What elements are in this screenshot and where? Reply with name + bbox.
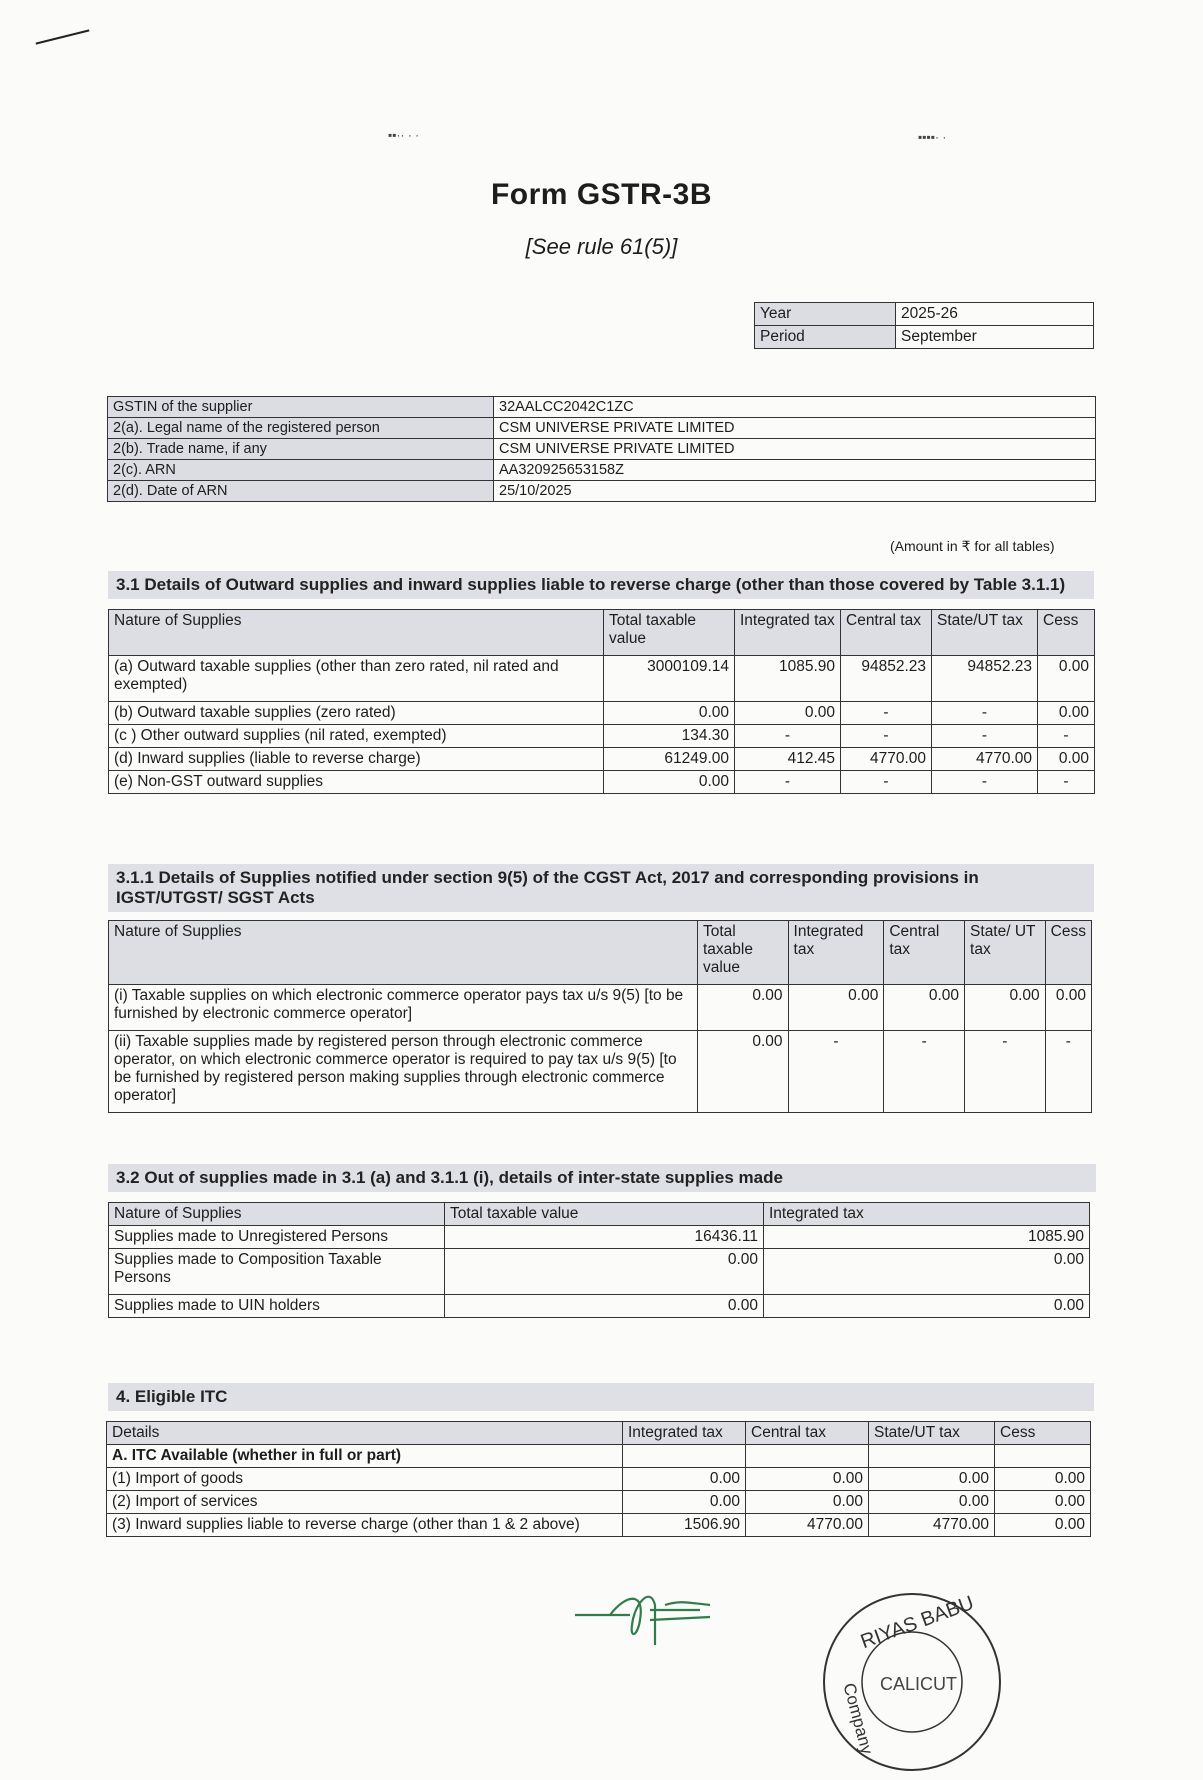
supplier-value: 32AALCC2042C1ZC <box>494 397 1096 418</box>
cell-value: 0.00 <box>884 985 965 1031</box>
table-row <box>109 702 1095 725</box>
column-header: State/UT tax <box>932 610 1038 656</box>
row-label: Supplies made to Unregistered Persons <box>109 1226 445 1249</box>
cell-value: - <box>932 702 1038 725</box>
supplier-value: CSM UNIVERSE PRIVATE LIMITED <box>494 439 1096 460</box>
supplier-label: 2(c). ARN <box>108 460 494 481</box>
cell-value: 1085.90 <box>764 1226 1090 1249</box>
row-label: (d) Inward supplies (liable to reverse charge) <box>109 748 604 771</box>
stamp-center-text: CALICUT <box>880 1674 958 1694</box>
group-label: A. ITC Available (whether in full or part) <box>107 1445 623 1468</box>
cell-value: 0.00 <box>623 1491 746 1514</box>
cell-value: - <box>1045 1031 1091 1113</box>
column-header: Central tax <box>746 1422 869 1445</box>
empty-cell <box>869 1445 995 1468</box>
column-header: Details <box>107 1422 623 1445</box>
supplier-value: 25/10/2025 <box>494 481 1096 502</box>
cell-value: 0.00 <box>764 1249 1090 1295</box>
cell-value: 4770.00 <box>869 1514 995 1537</box>
supplier-label: 2(d). Date of ARN <box>108 481 494 502</box>
table-row <box>109 985 1092 1031</box>
cell-value: 0.00 <box>1038 748 1095 771</box>
cell-value: 0.00 <box>995 1491 1091 1514</box>
cell-value: 1085.90 <box>735 656 841 702</box>
row-label: (a) Outward taxable supplies (other than zero rated, nil rated and exempted) <box>109 656 604 702</box>
cell-value: 0.00 <box>1045 985 1091 1031</box>
column-header: Integrated tax <box>735 610 841 656</box>
column-header: Central tax <box>884 921 965 985</box>
cell-value: 1506.90 <box>623 1514 746 1537</box>
row-label: Supplies made to UIN holders <box>109 1295 445 1318</box>
scan-artifact: ▪▪·· · · <box>388 128 420 142</box>
empty-cell <box>746 1445 869 1468</box>
cell-value: - <box>884 1031 965 1113</box>
table-row <box>109 1249 1090 1295</box>
column-header: Integrated tax <box>623 1422 746 1445</box>
cell-value: 94852.23 <box>841 656 932 702</box>
section-4-table <box>106 1421 1091 1537</box>
cell-value: 0.00 <box>995 1468 1091 1491</box>
cell-value: 0.00 <box>445 1249 764 1295</box>
cell-value: 0.00 <box>869 1491 995 1514</box>
cell-value: - <box>965 1031 1046 1113</box>
cell-value: 0.00 <box>995 1514 1091 1537</box>
cell-value: 412.45 <box>735 748 841 771</box>
cell-value: 0.00 <box>965 985 1046 1031</box>
table-row <box>107 1514 1091 1537</box>
rule-reference: [See rule 61(5)] <box>525 234 678 259</box>
column-header: Total taxable value <box>604 610 735 656</box>
cell-value: 0.00 <box>1038 702 1095 725</box>
empty-cell <box>623 1445 746 1468</box>
amount-note: (Amount in ₹ for all tables) <box>890 538 1055 554</box>
cell-value: - <box>841 725 932 748</box>
supplier-label: 2(a). Legal name of the registered person <box>108 418 494 439</box>
section-3-1-1-title: 3.1.1 Details of Supplies notified under section 9(5) of the CGST Act, 2017 and corresponding provisions in IGST/UTGST/ SGST Acts <box>108 864 1094 912</box>
table-row <box>109 1226 1090 1249</box>
supplier-label: GSTIN of the supplier <box>108 397 494 418</box>
cell-value: 4770.00 <box>746 1514 869 1537</box>
cell-value: 0.00 <box>788 985 884 1031</box>
cell-value: 61249.00 <box>604 748 735 771</box>
section-3-1-1-table <box>108 920 1092 1113</box>
column-header: Cess <box>1045 921 1091 985</box>
section-3-1-title: 3.1 Details of Outward supplies and inward supplies liable to reverse charge (other than those covered by Table 3.1.1) <box>108 571 1094 599</box>
cell-value: 0.00 <box>604 702 735 725</box>
row-label: (i) Taxable supplies on which electronic commerce operator pays tax u/s 9(5) [to be furnished by electronic commerce operator] <box>109 985 698 1031</box>
cell-value: - <box>841 702 932 725</box>
cell-value: 0.00 <box>1038 656 1095 702</box>
row-label: (e) Non-GST outward supplies <box>109 771 604 794</box>
stamp-side-text: Company <box>839 1681 877 1757</box>
cell-value: - <box>735 725 841 748</box>
cell-value: - <box>735 771 841 794</box>
cell-value: - <box>1038 771 1095 794</box>
row-label: (2) Import of services <box>107 1491 623 1514</box>
supplier-table <box>107 396 1096 502</box>
cell-value: 134.30 <box>604 725 735 748</box>
row-label: (b) Outward taxable supplies (zero rated) <box>109 702 604 725</box>
cell-value: 0.00 <box>623 1468 746 1491</box>
supplier-label: 2(b). Trade name, if any <box>108 439 494 460</box>
column-header: Total taxable value <box>697 921 788 985</box>
company-stamp <box>820 1590 1005 1775</box>
cell-value: 0.00 <box>735 702 841 725</box>
column-header: Nature of Supplies <box>109 921 698 985</box>
column-header: Integrated tax <box>764 1203 1090 1226</box>
column-header: State/ UT tax <box>965 921 1046 985</box>
cell-value: 94852.23 <box>932 656 1038 702</box>
column-header: Cess <box>1038 610 1095 656</box>
period-value: September <box>896 326 1094 349</box>
row-label: (ii) Taxable supplies made by registered person through electronic commerce operator, on which electronic commerce operator is required to pay tax u/s 9(5) [to be furnished by registered person making supplies through electronic commerce operator] <box>109 1031 698 1113</box>
scan-artifact: ▪▪▪▪· · <box>918 130 947 144</box>
cell-value: 0.00 <box>697 985 788 1031</box>
cell-value: - <box>932 771 1038 794</box>
column-header: Total taxable value <box>445 1203 764 1226</box>
table-row <box>109 725 1095 748</box>
cell-value: - <box>788 1031 884 1113</box>
cell-value: 0.00 <box>746 1491 869 1514</box>
section-4-title: 4. Eligible ITC <box>108 1383 1094 1411</box>
row-label: (3) Inward supplies liable to reverse charge (other than 1 & 2 above) <box>107 1514 623 1537</box>
cell-value: 0.00 <box>697 1031 788 1113</box>
supplier-value: AA320925653158Z <box>494 460 1096 481</box>
row-label: (1) Import of goods <box>107 1468 623 1491</box>
section-3-2-title: 3.2 Out of supplies made in 3.1 (a) and 3.1.1 (i), details of inter-state supplies made <box>108 1164 1096 1192</box>
column-header: Nature of Supplies <box>109 1203 445 1226</box>
cell-value: 3000109.14 <box>604 656 735 702</box>
cell-value: 0.00 <box>746 1468 869 1491</box>
empty-cell <box>995 1445 1091 1468</box>
cell-value: - <box>932 725 1038 748</box>
pen-mark <box>36 29 90 44</box>
row-label: (c ) Other outward supplies (nil rated, exempted) <box>109 725 604 748</box>
cell-value: 0.00 <box>869 1468 995 1491</box>
cell-value: 0.00 <box>604 771 735 794</box>
year-value: 2025-26 <box>896 303 1094 326</box>
column-header: Integrated tax <box>788 921 884 985</box>
table-row <box>109 1031 1092 1113</box>
table-row <box>107 1491 1091 1514</box>
column-header: State/UT tax <box>869 1422 995 1445</box>
table-row <box>109 748 1095 771</box>
period-box <box>754 302 1094 349</box>
cell-value: 0.00 <box>445 1295 764 1318</box>
cell-value: 16436.11 <box>445 1226 764 1249</box>
row-label: Supplies made to Composition Taxable Persons <box>109 1249 445 1295</box>
section-3-2-table <box>108 1202 1090 1318</box>
period-label: Period <box>755 326 896 349</box>
column-header: Cess <box>995 1422 1091 1445</box>
form-title: Form GSTR-3B <box>490 178 712 211</box>
table-row <box>109 1295 1090 1318</box>
table-row <box>109 771 1095 794</box>
table-row <box>107 1445 1091 1468</box>
cell-value: - <box>1038 725 1095 748</box>
column-header: Nature of Supplies <box>109 610 604 656</box>
section-3-1-table <box>108 609 1095 794</box>
cell-value: 4770.00 <box>932 748 1038 771</box>
table-row <box>107 1468 1091 1491</box>
stamp-top-text: RIYAS BABU <box>857 1591 977 1654</box>
signature-icon <box>570 1575 730 1650</box>
year-label: Year <box>755 303 896 326</box>
column-header: Central tax <box>841 610 932 656</box>
cell-value: 4770.00 <box>841 748 932 771</box>
table-row <box>109 656 1095 702</box>
supplier-value: CSM UNIVERSE PRIVATE LIMITED <box>494 418 1096 439</box>
cell-value: - <box>841 771 932 794</box>
cell-value: 0.00 <box>764 1295 1090 1318</box>
